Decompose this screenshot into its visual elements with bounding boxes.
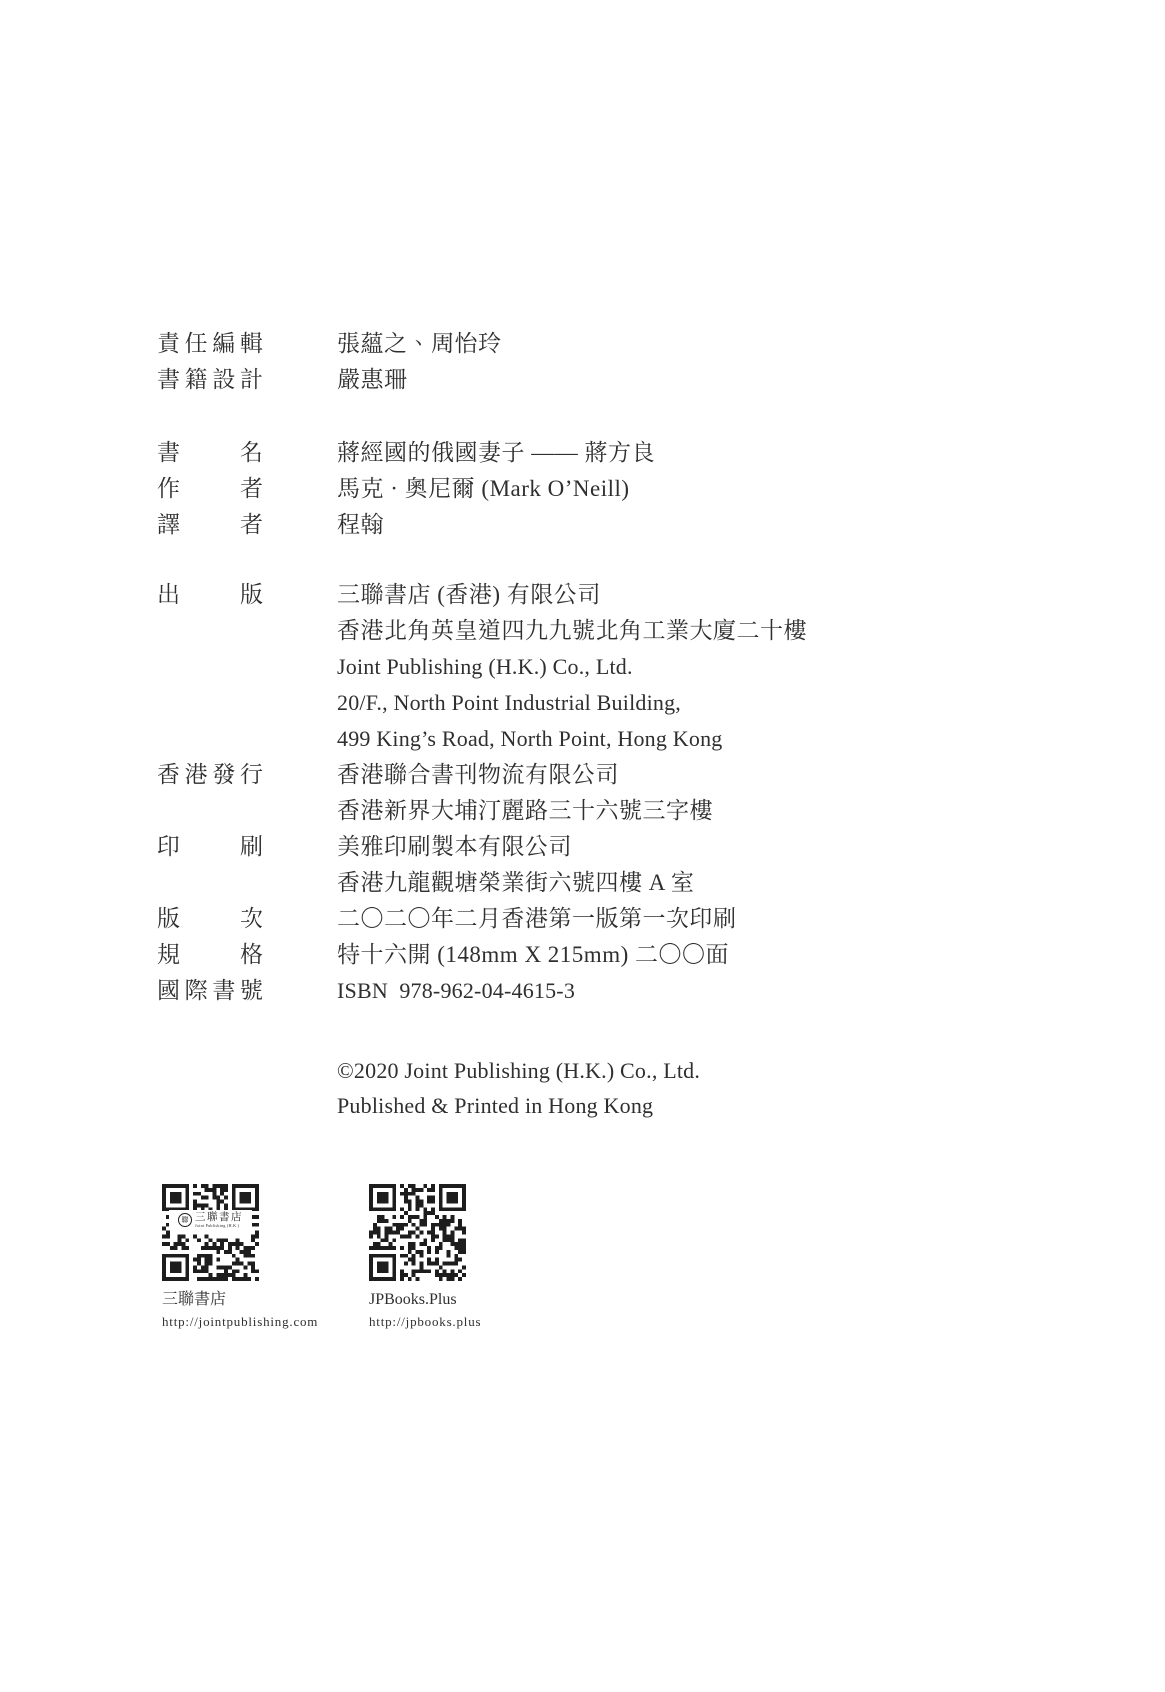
qr-code-block	[162, 1184, 319, 1330]
field-value	[337, 901, 737, 937]
field-value	[337, 471, 630, 507]
edition-info: 二〇二〇年二月香港第一版第一次印刷	[337, 906, 737, 931]
field-label: 香港發行	[157, 762, 263, 787]
colophon-row	[157, 507, 1105, 543]
field-value-line: Joint Publishing (H.K.) Co., Ltd.	[337, 654, 633, 679]
field-value	[337, 577, 807, 757]
copyright-line: Published & Printed in Hong Kong	[337, 1093, 654, 1118]
qr-code-icon	[369, 1184, 466, 1281]
book-title: 蔣經國的俄國妻子 —— 蔣方良	[337, 440, 655, 465]
copyright-line: ©2020 Joint Publishing (H.K.) Co., Ltd.	[337, 1058, 701, 1083]
qr-code-block	[369, 1184, 489, 1330]
field-value-line: 嚴惠珊	[337, 367, 408, 392]
field-value	[337, 829, 694, 901]
qr-code-jointpublishing	[162, 1184, 259, 1281]
colophon-row	[157, 471, 1105, 507]
field-value-line: 美雅印刷製本有限公司	[337, 834, 572, 859]
field-value	[337, 507, 384, 543]
author-name: 馬克 · 奧尼爾 (Mark O’Neill)	[337, 476, 630, 501]
field-value	[337, 326, 502, 362]
colophon-row	[157, 757, 1105, 829]
publisher-logo-sub: Joint Publishing (H.K.)	[195, 1223, 240, 1228]
copyright-block	[337, 1053, 1105, 1123]
field-label: 規格	[157, 942, 263, 967]
field-value	[337, 757, 713, 829]
isbn-number: ISBN 978-962-04-4615-3	[337, 978, 576, 1003]
publisher-logo-text	[195, 1212, 243, 1228]
field-value-line: 499 King’s Road, North Point, Hong Kong	[337, 726, 723, 751]
qr-section	[162, 1184, 1105, 1330]
colophon-row	[157, 901, 1105, 937]
field-value-line: 20/F., North Point Industrial Building,	[337, 690, 681, 715]
field-value-line: 香港九龍觀塘榮業街六號四樓 A 室	[337, 870, 695, 895]
colophon-row	[157, 937, 1105, 973]
qr-url: http://jointpublishing.com	[162, 1314, 319, 1329]
field-value-line: 香港聯合書刊物流有限公司	[337, 762, 619, 787]
qr-url: http://jpbooks.plus	[369, 1314, 482, 1329]
field-label: 版次	[157, 906, 263, 931]
field-value	[337, 937, 729, 973]
format-info: 特十六開 (148mm X 215mm) 二〇〇面	[337, 942, 729, 967]
field-value	[337, 435, 655, 471]
qr-name: JPBooks.Plus	[369, 1291, 457, 1308]
colophon-row	[157, 577, 1105, 757]
qr-code-jpbooks	[369, 1184, 466, 1281]
field-label: 出版	[157, 582, 263, 607]
qr-name: 三聯書店	[162, 1291, 227, 1308]
colophon-row	[157, 362, 1105, 398]
field-label: 責任編輯	[157, 331, 263, 356]
field-value	[337, 362, 408, 398]
field-label: 國際書號	[157, 978, 263, 1003]
field-value-line: 三聯書店 (香港) 有限公司	[337, 582, 601, 607]
field-value-line: 張蘊之、周怡玲	[337, 331, 502, 356]
field-value-line: 香港新界大埔汀麗路三十六號三字樓	[337, 798, 713, 823]
colophon-row	[157, 435, 1105, 471]
publisher-seal-icon: 聯	[178, 1213, 192, 1227]
colophon-row	[157, 326, 1105, 362]
publisher-logo	[169, 1210, 252, 1230]
field-label: 作者	[157, 476, 263, 501]
field-label: 印刷	[157, 834, 263, 859]
colophon-row	[157, 973, 1105, 1009]
field-value	[337, 973, 575, 1009]
translator-name: 程翰	[337, 512, 384, 537]
publisher-logo-main: 三聯書店	[195, 1212, 243, 1223]
field-label: 書名	[157, 440, 263, 465]
field-label: 譯者	[157, 512, 263, 537]
colophon-row	[157, 829, 1105, 901]
field-label: 書籍設計	[157, 367, 263, 392]
field-value-line: 香港北角英皇道四九九號北角工業大廈二十樓	[337, 618, 807, 643]
qr-code-icon	[162, 1184, 259, 1281]
